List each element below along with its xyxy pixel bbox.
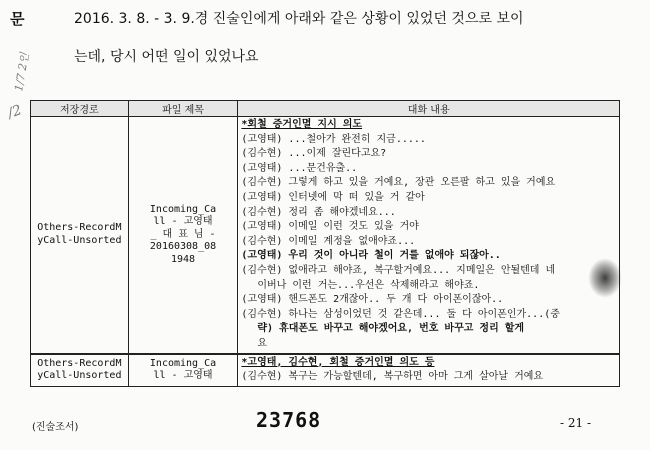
dialogue-line: 략) 휴대폰도 바꾸고 해야겠어요, 번호 바꾸고 정리 할게 [257, 323, 525, 335]
dialogue-line: (고영태) 인터넷에 막 떠 있을 거 같아 [241, 191, 425, 203]
conversation-cell [238, 354, 620, 387]
storage-path-cell: Others-RecordM yCall-Unsorted [31, 354, 129, 387]
ink-smudge [588, 258, 622, 298]
dialogue-line: *고영태, 김수현, 회철 증거인멸 의도 등 [241, 356, 435, 368]
dialogue-line: (고영태) ...문건유출.. [241, 162, 358, 174]
dialogue-line: (김수현) ...이제 잘린다고요? [241, 148, 387, 160]
page-number: - 21 - [560, 416, 592, 430]
question-line-1: 2016. 3. 8. - 3. 9.경 진술인에게 아래와 같은 상황이 있었던 것으로 보이 [74, 11, 524, 27]
dialogue-line: (고영태) 핸드폰도 2개잖아.. 두 개 다 아이폰이잖아.. [241, 294, 504, 306]
dialogue-line: (김수현) 그렇게 하고 있을 거예요, 장관 오른팔 하고 있을 거예요 [241, 177, 556, 189]
question-line-2: 는데, 당시 어떤 일이 있었나요 [74, 49, 259, 65]
document-serial-number: 23768 [256, 408, 322, 432]
dialogue-line: (고영태) 이메일 이런 것도 있을 거야 [241, 221, 419, 233]
file-title-cell: Incoming_Ca ll - 고영태 [128, 354, 238, 387]
table-row [31, 117, 620, 354]
dialogue-line: (김수현) 복구는 가능할텐데, 복구하면 아마 그게 살아날 거예요 [241, 371, 544, 383]
conversation-cell [238, 117, 620, 354]
dialogue-line: (김수현) 하나는 삼성이었던 것 같은데... 둘 다 아이폰인가...(중 [241, 308, 560, 320]
dialogue-line: (김수현) 정리 좀 해야겠네요... [241, 206, 396, 218]
conversation-records-table [30, 100, 620, 387]
document-type-label: (진술조서) [32, 422, 79, 433]
table-row [31, 354, 620, 387]
table-header-row [31, 101, 620, 117]
question-mark: 문 [10, 10, 25, 28]
dialogue-line: 이버나 이런 거는...우선은 삭제해라고 해야죠. [257, 279, 480, 291]
dialogue-line: 요 [257, 337, 268, 349]
margin-handwriting-1: 1/7 2인 [12, 51, 32, 93]
dialogue-line: (고영태) 우리 것이 아니라 철이 거를 없애야 되잖아.. [241, 250, 501, 262]
dialogue-line: (고영태) ...철아가 완전히 지금..... [241, 133, 426, 145]
margin-handwriting-2: /2 [5, 102, 24, 122]
file-title-cell: Incoming_Ca ll - 고영태 _ 대 표 님 - 20160308_08 1948 [128, 117, 238, 354]
header-file-title: 파일 제목 [128, 101, 238, 117]
header-conversation: 대화 내용 [238, 101, 620, 117]
dialogue-line: (김수현) 이메일 계정을 없애야죠... [241, 235, 416, 247]
dialogue-line: (김수현) 없애라고 해야죠, 복구할거예요... 지메일은 안될텐데 네 [241, 264, 556, 276]
header-storage-path: 저장경로 [31, 101, 129, 117]
dialogue-line: *회철 증거인멸 지시 의도 [241, 119, 363, 130]
storage-path-cell: Others-RecordM yCall-Unsorted [31, 117, 129, 354]
